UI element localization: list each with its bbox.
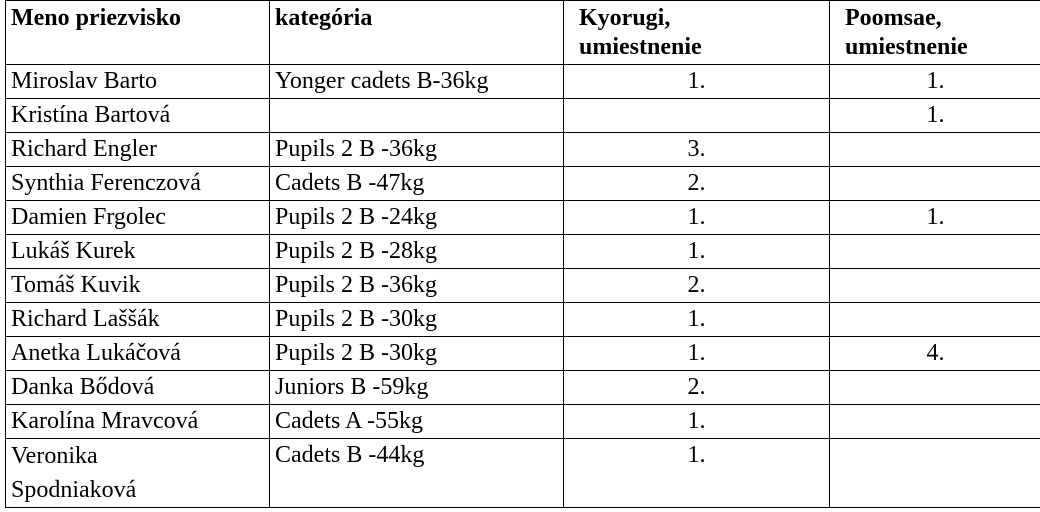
cell-name: Richard Engler xyxy=(6,133,270,167)
table-row xyxy=(6,65,1040,99)
cell-poomsae: 1. xyxy=(830,99,1040,133)
cell-name-line: Spodniaková xyxy=(11,477,137,503)
cell-poomsae: 1. xyxy=(830,201,1040,235)
cell-category: Pupils 2 B -24kg xyxy=(270,201,564,235)
cell-category: Cadets B -47kg xyxy=(270,167,564,201)
header-poomsae xyxy=(830,1,1040,65)
cell-kyorugi: 1. xyxy=(564,235,830,269)
cell-name xyxy=(6,439,270,508)
cell-kyorugi xyxy=(564,99,830,133)
table-row xyxy=(6,99,1040,133)
cell-poomsae: 4. xyxy=(830,337,1040,371)
cell-poomsae xyxy=(830,439,1040,508)
cell-kyorugi: 1. xyxy=(564,405,830,439)
header-kyorugi-line1: Kyorugi, xyxy=(579,5,671,31)
cell-category: Cadets A -55kg xyxy=(270,405,564,439)
cell-poomsae xyxy=(830,303,1040,337)
results-table xyxy=(5,0,1040,508)
table-row xyxy=(6,439,1040,508)
header-name xyxy=(6,1,270,65)
header-poomsae-line2: umiestnenie xyxy=(845,34,968,60)
cell-poomsae xyxy=(830,269,1040,303)
cell-poomsae xyxy=(830,167,1040,201)
header-category-text: kategória xyxy=(275,5,373,31)
cell-kyorugi: 2. xyxy=(564,371,830,405)
cell-poomsae: 1. xyxy=(830,65,1040,99)
header-category xyxy=(270,1,564,65)
cell-poomsae xyxy=(830,405,1040,439)
cell-name: Karolína Mravcová xyxy=(6,405,270,439)
cell-category: Pupils 2 B -36kg xyxy=(270,269,564,303)
cell-name: Kristína Bartová xyxy=(6,99,270,133)
cell-kyorugi: 1. xyxy=(564,337,830,371)
cell-name: Miroslav Barto xyxy=(6,65,270,99)
cell-category: Juniors B -59kg xyxy=(270,371,564,405)
header-poomsae-line1: Poomsae, xyxy=(845,5,942,31)
cell-kyorugi: 1. xyxy=(564,439,830,508)
header-row xyxy=(6,1,1040,65)
header-name-text: Meno priezvisko xyxy=(11,5,181,31)
header-kyorugi xyxy=(564,1,830,65)
table-row xyxy=(6,235,1040,269)
table-row xyxy=(6,371,1040,405)
cell-name-line: Veronika xyxy=(11,443,98,469)
cell-kyorugi: 1. xyxy=(564,201,830,235)
cell-name: Richard Laššák xyxy=(6,303,270,337)
cell-kyorugi: 2. xyxy=(564,167,830,201)
cell-poomsae xyxy=(830,371,1040,405)
cell-kyorugi: 1. xyxy=(564,65,830,99)
cell-category: Cadets B -44kg xyxy=(270,439,564,508)
table-row xyxy=(6,303,1040,337)
header-kyorugi-line2: umiestnenie xyxy=(579,34,702,60)
cell-category: Pupils 2 B -28kg xyxy=(270,235,564,269)
cell-name: Synthia Ferenczová xyxy=(6,167,270,201)
table-row xyxy=(6,133,1040,167)
cell-category: Pupils 2 B -30kg xyxy=(270,303,564,337)
cell-poomsae xyxy=(830,235,1040,269)
cell-name: Lukáš Kurek xyxy=(6,235,270,269)
cell-poomsae xyxy=(830,133,1040,167)
table-row xyxy=(6,269,1040,303)
cell-category: Yonger cadets B-36kg xyxy=(270,65,564,99)
table-row xyxy=(6,167,1040,201)
cell-name: Anetka Lukáčová xyxy=(6,337,270,371)
table-row xyxy=(6,337,1040,371)
cell-kyorugi: 1. xyxy=(564,303,830,337)
cell-name: Danka Bődová xyxy=(6,371,270,405)
cell-kyorugi: 2. xyxy=(564,269,830,303)
cell-category xyxy=(270,99,564,133)
cell-category: Pupils 2 B -36kg xyxy=(270,133,564,167)
cell-kyorugi: 3. xyxy=(564,133,830,167)
cell-name: Damien Frgolec xyxy=(6,201,270,235)
table-row xyxy=(6,405,1040,439)
cell-category: Pupils 2 B -30kg xyxy=(270,337,564,371)
table-row xyxy=(6,201,1040,235)
cell-name: Tomáš Kuvik xyxy=(6,269,270,303)
